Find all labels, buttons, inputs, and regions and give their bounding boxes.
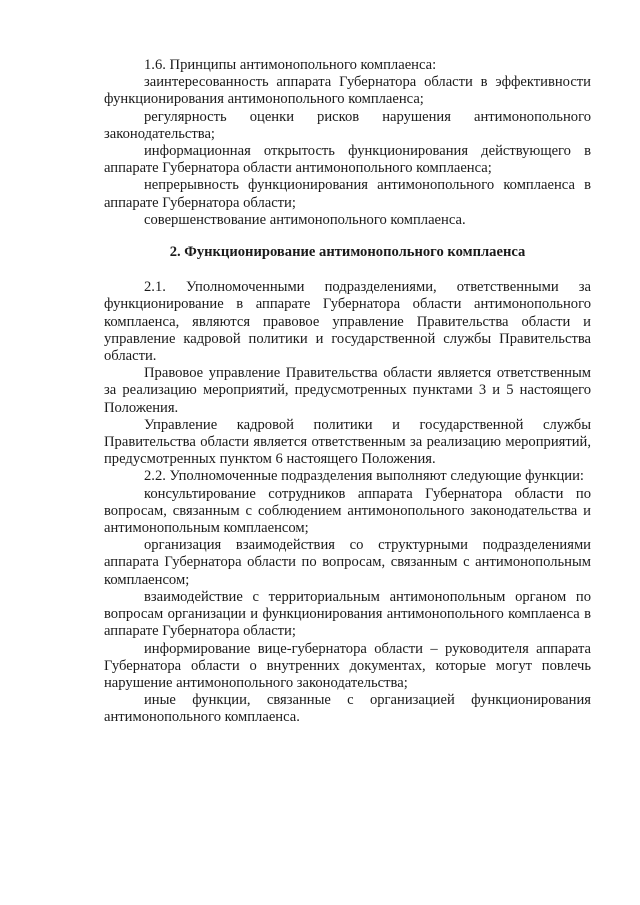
function-consulting: консультирование сотрудников аппарата Губернатора области по вопросам, связанным с соблюдением антимонопольного законодательства и антимонопольным комплаенсом; (104, 485, 591, 537)
paragraph-hr-department: Управление кадровой политики и государственной службы Правительства области является ответственным за реализацию мероприятий, предусмотренных пунктом 6 настоящего Положения. (104, 416, 591, 468)
principles-intro: 1.6. Принципы антимонопольного комплаенса: (144, 57, 437, 73)
function-interaction: взаимодействие с территориальным антимонопольным органом по вопросам организации и функционирования антимонопольного комплаенса в аппарате Губернатора области; (104, 588, 591, 640)
principle-interest: заинтересованность аппарата Губернатора области в эффективности функционирования антимонопольного комплаенса; (104, 74, 591, 108)
function-coordination: организация взаимодействия со структурными подразделениями аппарата Губернатора области по вопросам, связанным с антимонопольным комплаенсом; (104, 537, 591, 588)
document-body (104, 57, 591, 727)
principle-regularity: регулярность оценки рисков нарушения антимонопольного законодательства; (104, 108, 591, 142)
principle-continuity: непрерывность функционирования антимонопольного комплаенса в аппарате Губернатора области; (104, 177, 591, 211)
principle-openness: информационная открытость функционирования действующего в аппарате Губернатора области антимонопольного комплаенса; (104, 143, 591, 177)
principle-improvement: совершенствование антимонопольного комплаенса. (144, 211, 466, 228)
paragraph-2-2: 2.2. Уполномоченные подразделения выполняют следующие функции: (144, 468, 584, 485)
function-informing: информирование вице-губернатора области – руководителя аппарата Губернатора области о внутренних документах, которые могут повлечь нарушение антимонопольного законодательства; (104, 640, 591, 691)
paragraph-legal-department: Правовое управление Правительства области является ответственным за реализацию мероприятий, предусмотренных пунктами 3 и 5 настоящего Положения. (104, 365, 591, 416)
paragraph-2-1: 2.1. Уполномоченными подразделениями, ответственными за функционирование в аппарате Губернатора области антимонопольного комплаенса, являются правовое управление Правительства области и управление кадровой политики и государственной службы Правительства области. (104, 279, 591, 365)
section-heading: 2. Функционирование антимонопольного комплаенса (169, 244, 526, 261)
function-other: иные функции, связанные с организацией функционирования антимонопольного комплаенса. (104, 692, 591, 726)
